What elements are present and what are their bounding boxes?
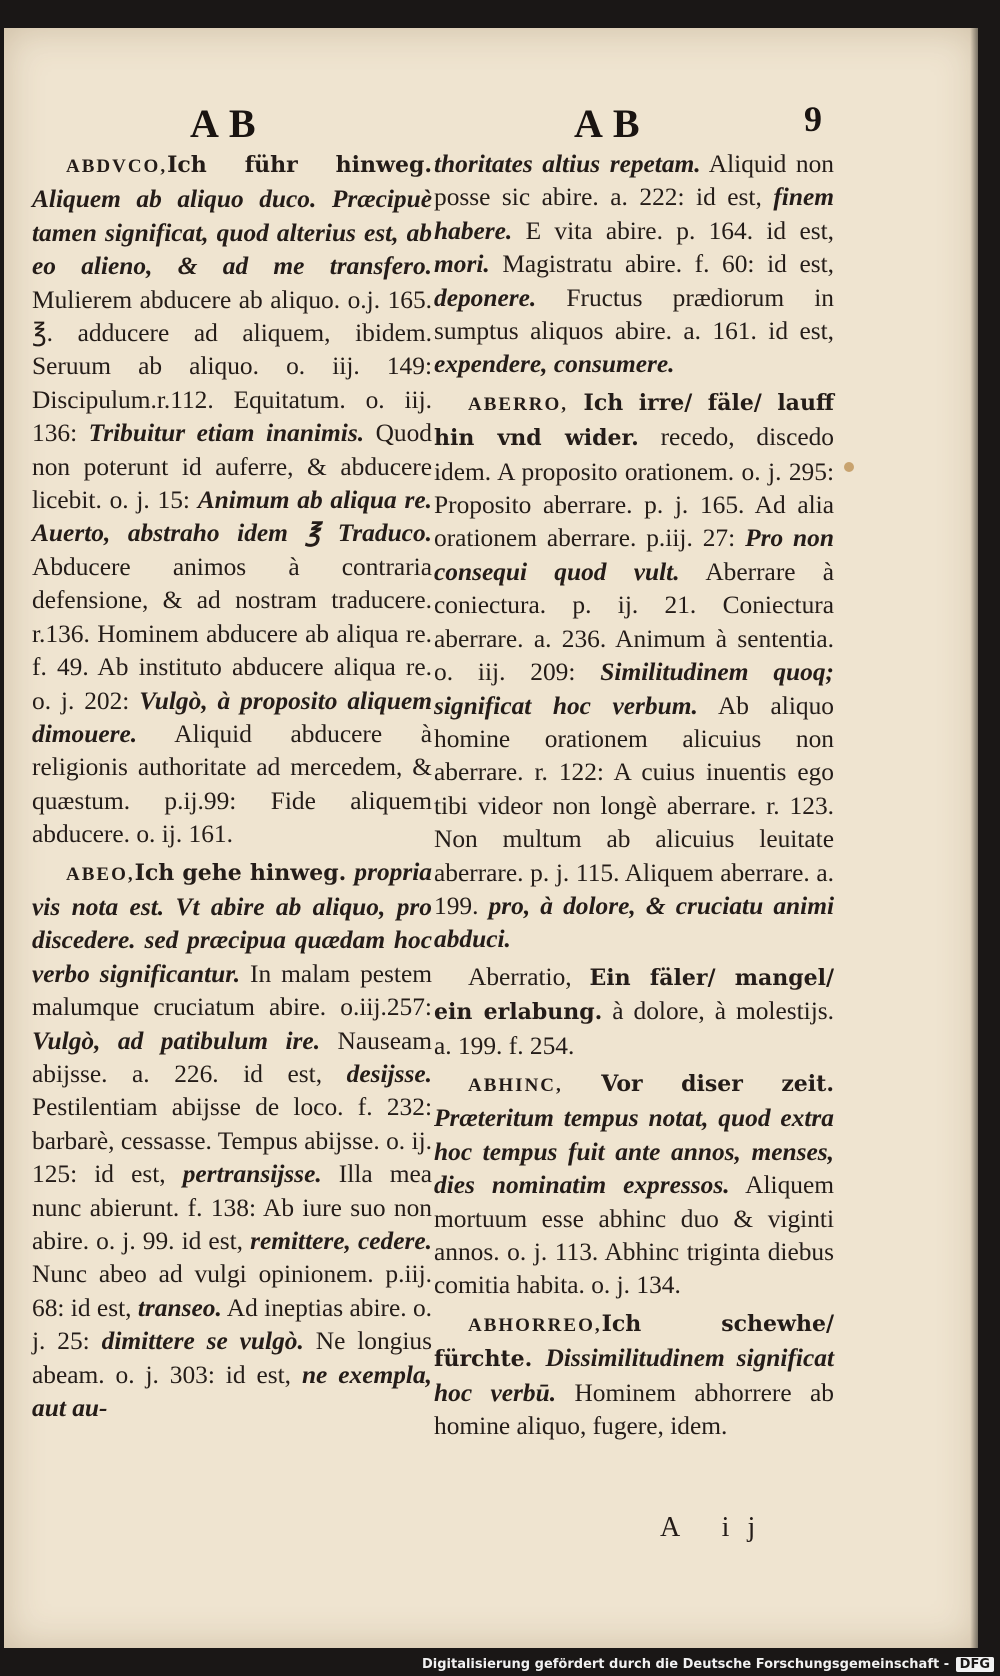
italic-note: expendere, consumere.: [434, 350, 675, 379]
entry-text: Fructus prædiorum in sumptus aliquos abire. a. 161. id est,: [434, 283, 834, 346]
right-column: [434, 148, 834, 1443]
dictionary-entry: [434, 1307, 834, 1444]
italic-note: Aliquem ab aliquo duco. Præcipuè tamen significat, quod alterius est, ab eo alieno, & ad me transfero.: [32, 185, 432, 281]
digitization-credit: [422, 1657, 994, 1672]
entry-text: Aberrare à coniectura. p. ij. 21. Coniectura aberrare. a. 236. Animum à sententia. o. iij. 209:: [434, 557, 834, 687]
entry-text: Aliquem mortuum esse abhinc duo & viginti annos. o. j. 113. Abhinc triginta diebus comitia habita. o. j. 134.: [434, 1171, 834, 1300]
german-gloss: Ich gehe hinweg.: [134, 859, 355, 886]
dictionary-entry: [32, 856, 432, 1426]
entry-text: Aliquid non posse sic abire. a. 222: id est,: [434, 150, 834, 212]
entry-text: Pestilentiam abijsse de loco. f. 232: barbarè, cessasse. Tempus abijsse. o. ij. 125: id est,: [32, 1093, 432, 1189]
paper-stain: [844, 462, 854, 472]
running-head-right: AB: [574, 101, 650, 146]
entry-text: E vita abire. p. 164. id est,: [512, 216, 834, 245]
running-head-left: AB: [190, 101, 266, 146]
entry-text: Ab aliquo homine orationem alicuius non aberrare. r. 122: A cuius inuentis ego tibi videor non longè aberrare. r. 123. Non multum ab alicuius leuitate aberrare. p. j. 115. Aliquem aberrare. a. 199.: [434, 691, 834, 920]
entry-text: Nauseam abijsse. a. 226. id est,: [32, 1026, 432, 1088]
entry-lemma: ABEO,: [66, 863, 135, 885]
german-gloss: Ich irre/ fäle/ lauff hin vnd wider.: [434, 389, 834, 452]
dictionary-entry: [434, 961, 834, 1063]
italic-note: Dissimilitudinem significat hoc verbū.: [434, 1344, 835, 1407]
folio-number: 9: [804, 99, 822, 139]
entry-text: Magistratu abire. f. 60: id est,: [489, 250, 834, 279]
italic-note: thoritates altius repetam.: [434, 150, 701, 178]
italic-note: Vulgò, à proposito aliquem dimouere.: [32, 686, 432, 748]
entry-text: Aliquid abducere à religionis authoritate ad mercedem, & quæstum. p.ij.99: Fide aliquem abducere. o. ij. 161.: [32, 719, 432, 849]
german-gloss: Vor diser zeit.: [562, 1070, 834, 1097]
italic-note: remittere, cedere.: [250, 1227, 432, 1255]
book-page: [4, 28, 978, 1648]
italic-note: pertransijsse.: [182, 1160, 322, 1189]
italic-note: Similitudinem quoq; significat hoc verbum.: [434, 658, 834, 720]
entry-text: Nunc abeo ad vulgi opinionem. p.iij. 68: id est,: [32, 1260, 432, 1322]
german-gloss: Ich schewhe/ fürchte.: [434, 1310, 834, 1373]
entry-text: Hominem abhorrere ab homine aliquo, fugere, idem.: [434, 1378, 834, 1441]
italic-note: dimittere se vulgò.: [101, 1327, 304, 1356]
italic-note: pro, à dolore, & cruciatu animi abduci.: [434, 891, 834, 954]
italic-note: deponere.: [434, 283, 537, 312]
italic-note: Tribuitur etiam inanimis.: [88, 419, 365, 448]
italic-note: ne exempla, aut au-: [32, 1360, 433, 1423]
italic-note: propria vis nota est. Vt abire ab aliquo, pro discedere. sed præcipua quædam hoc verbo significantur.: [32, 857, 432, 988]
italic-note: desijsse.: [346, 1059, 432, 1088]
german-gloss: Ich führ hinweg.: [167, 152, 432, 178]
entry-text: Ne longius abeam. o. j. 303: id est,: [32, 1327, 432, 1389]
italic-note: mori.: [434, 250, 490, 279]
signature-mark: A ij: [660, 1512, 774, 1543]
entry-text: Aberratio,: [468, 962, 590, 991]
italic-note: Vulgò, ad patibulum ire.: [32, 1026, 321, 1055]
left-column: [32, 148, 432, 1425]
entry-text: recedo, discedo idem. A proposito orationem. o. j. 295: Proposito aberrare. p. j. 165. Ad alia orationem aberrare. p.iij. 27:: [434, 423, 834, 553]
dictionary-entry: [32, 148, 432, 852]
dictionary-entry: [434, 1067, 834, 1303]
german-gloss: Ein fäler/ mangel/ ein erlabung.: [434, 964, 834, 1026]
entry-text: Quod non poterunt id auferre, & abducere licebit. o. j. 15:: [32, 419, 432, 515]
dictionary-entry: [434, 148, 834, 382]
entry-lemma: ABERRO,: [468, 393, 569, 415]
credit-text: Digitalisierung gefördert durch die Deutsche Forschungsgemeinschaft -: [421, 1657, 950, 1672]
entry-lemma: ABHORREO,: [468, 1314, 602, 1336]
italic-note: transeo.: [137, 1293, 222, 1322]
entry-text: In malam pestem malumque cruciatum abire. o.iij.257:: [32, 959, 432, 1022]
entry-text: Ad ineptias abire. o. j. 25:: [32, 1293, 432, 1356]
entry-text: Illa mea nunc abierunt. f. 138: Ab iure suo non abire. o. j. 99. id est,: [32, 1160, 432, 1255]
entry-lemma: ABDVCO,: [66, 156, 168, 177]
entry-lemma: ABHINC,: [468, 1074, 563, 1096]
italic-note: finem habere.: [434, 183, 834, 245]
italic-note: Præteritum tempus notat, quod extra hoc tempus fuit ante annos, menses, dies nominatim expressos.: [434, 1104, 834, 1200]
entry-text: Mulierem abducere ab aliquo. o.j. 165. ℥. adducere ad aliquem, ibidem. Seruum ab aliquo. o. iij. 149: Discipulum.r.112. Equitatum. o. iij. 136:: [32, 285, 432, 448]
italic-note: Pro non consequi quod vult.: [434, 524, 834, 586]
dfg-logo: DFG: [956, 1657, 994, 1672]
entry-text: Abducere animos à contraria defensione, & ad nostram traducere. r.136. Hominem abducere ab aliqua re. f. 49. Ab instituto abducere aliqua re. o. j. 202:: [32, 552, 432, 715]
page-edge-shadow: [970, 28, 978, 1648]
dictionary-entry: [434, 386, 834, 957]
entry-text: à dolore, à molestijs. a. 199. f. 254.: [434, 997, 834, 1060]
italic-note: Animum ab aliqua re. Auerto, abstraho idem ℥ Traduco.: [32, 486, 432, 548]
